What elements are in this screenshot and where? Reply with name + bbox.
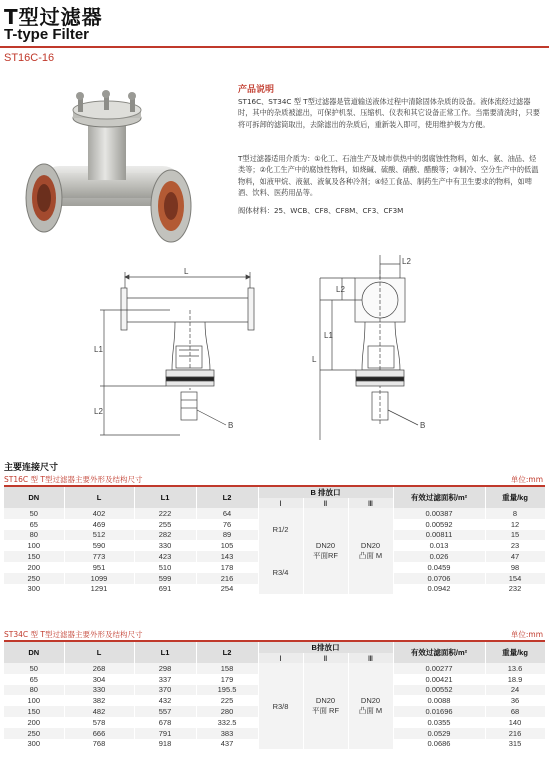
t2-cell-l2: 225 (196, 695, 258, 706)
t1-cell-l1: 510 (134, 562, 196, 573)
t2-cell-l1: 678 (134, 717, 196, 728)
table1 (4, 487, 546, 594)
label-b-side: B (420, 421, 426, 430)
t1-cell-l2: 64 (196, 508, 258, 519)
t2-cell-l: 666 (64, 728, 134, 739)
t2-cell-b2: DN20 平面 RF (303, 663, 348, 749)
t1-cell-l1: 282 (134, 530, 196, 541)
t1-cell-b1-bottom: R3/4 (258, 551, 303, 594)
t2-cell-l: 330 (64, 685, 134, 696)
t2-cell-weight: 68 (485, 706, 545, 717)
filter-product-photo (6, 88, 226, 248)
t1-cell-l2: 254 (196, 584, 258, 595)
dim-label-l: L (184, 267, 189, 276)
page-title-en: T-type Filter (4, 26, 90, 43)
t2-cell-l1: 791 (134, 728, 196, 739)
table1-caption: ST16C 型 T型过滤器主要外形及结构尺寸 (4, 475, 143, 484)
dim-label-l2: L2 (94, 407, 103, 416)
t2-header-l: L (64, 642, 134, 663)
t1-cell-l2: 143 (196, 551, 258, 562)
t1-cell-dn: 80 (4, 530, 64, 541)
t1-cell-l1: 423 (134, 551, 196, 562)
description-heading: 产品说明 (238, 85, 275, 95)
t1-cell-weight: 12 (485, 519, 545, 530)
description-para-3: 阀体材料：25、WCB、CF8、CF8M、CF3、CF3M (238, 206, 404, 215)
description-para-1: ST16C、ST34C 型 T型过滤器是管道输送液体过程中清除固体杂质的设备。液体流经过滤器时，其中的杂质被滤出，可保护机泵、压缩机、仪表和其它设备正常工作。当需要清洗时，只要将可拆卸的滤筒取出，去除滤出的杂质后，重新装入即可，使用维护极为方便。 (238, 97, 540, 129)
t1-cell-area: 0.0706 (393, 573, 485, 584)
table-row (4, 551, 545, 562)
t1-cell-area: 0.00387 (393, 508, 485, 519)
t1-cell-dn: 200 (4, 562, 64, 573)
t2-cell-weight: 24 (485, 685, 545, 696)
dim-label-l-side: L (312, 355, 317, 364)
t2-cell-l: 578 (64, 717, 134, 728)
t2-cell-dn: 80 (4, 685, 64, 696)
t1-cell-l2: 105 (196, 540, 258, 551)
t2-header-b2: Ⅱ (303, 653, 348, 663)
t1-cell-l1: 330 (134, 540, 196, 551)
t1-header-dn: DN (4, 487, 64, 508)
t2-cell-l2: 437 (196, 739, 258, 750)
t2-cell-l1: 337 (134, 674, 196, 685)
t1-cell-dn: 100 (4, 540, 64, 551)
t2-cell-l1: 918 (134, 739, 196, 750)
t1-cell-l1: 599 (134, 573, 196, 584)
t1-header-b2: Ⅱ (303, 498, 348, 508)
t2-header-area: 有效过滤面积/m² (393, 642, 485, 663)
t1-cell-l: 590 (64, 540, 134, 551)
t1-cell-b2: DN20 平面RF (303, 508, 348, 594)
t1-cell-weight: 47 (485, 551, 545, 562)
t1-cell-area: 0.013 (393, 540, 485, 551)
t2-cell-dn: 150 (4, 706, 64, 717)
t1-cell-l: 402 (64, 508, 134, 519)
t2-cell-weight: 36 (485, 695, 545, 706)
t1-header-l: L (64, 487, 134, 508)
t2-cell-l: 382 (64, 695, 134, 706)
t2-cell-area: 0.0529 (393, 728, 485, 739)
t2-cell-l1: 432 (134, 695, 196, 706)
t2-header-dn: DN (4, 642, 64, 663)
t2-cell-weight: 18.9 (485, 674, 545, 685)
t1-cell-dn: 65 (4, 519, 64, 530)
t2-header-l1: L1 (134, 642, 196, 663)
t2-cell-l2: 383 (196, 728, 258, 739)
t2-cell-l2: 195.5 (196, 685, 258, 696)
t1-cell-dn: 300 (4, 584, 64, 595)
t2-header-b3: Ⅲ (348, 653, 393, 663)
t2-cell-l2: 179 (196, 674, 258, 685)
t1-cell-l2: 89 (196, 530, 258, 541)
t2-cell-l2: 158 (196, 663, 258, 674)
t1-cell-weight: 154 (485, 573, 545, 584)
t1-header-weight: 重量/kg (485, 487, 545, 508)
t1-cell-dn: 50 (4, 508, 64, 519)
t2-cell-dn: 100 (4, 695, 64, 706)
t2-cell-weight: 216 (485, 728, 545, 739)
t2-cell-l: 768 (64, 739, 134, 750)
t2-cell-area: 0.00552 (393, 685, 485, 696)
t2-cell-area: 0.0686 (393, 739, 485, 750)
t1-header-area: 有效过滤面积/m² (393, 487, 485, 508)
t1-cell-l: 1291 (64, 584, 134, 595)
header-rule (0, 46, 549, 48)
t2-cell-l2: 332.5 (196, 717, 258, 728)
t2-cell-l: 304 (64, 674, 134, 685)
t1-cell-l1: 255 (134, 519, 196, 530)
t1-cell-area: 0.026 (393, 551, 485, 562)
table2-caption: ST34C 型 T型过滤器主要外形及结构尺寸 (4, 630, 143, 639)
t1-header-l1: L1 (134, 487, 196, 508)
t2-cell-area: 0.0355 (393, 717, 485, 728)
t1-cell-area: 0.0942 (393, 584, 485, 595)
t1-cell-weight: 23 (485, 540, 545, 551)
dim-label-l1-side: L1 (324, 331, 333, 340)
t2-cell-l1: 370 (134, 685, 196, 696)
t2-header-weight: 重量/kg (485, 642, 545, 663)
t2-cell-area: 0.0088 (393, 695, 485, 706)
model-code: ST16C-16 (4, 52, 55, 64)
table-row (4, 508, 545, 519)
t2-cell-weight: 13.6 (485, 663, 545, 674)
t1-cell-l: 469 (64, 519, 134, 530)
t1-cell-l: 1099 (64, 573, 134, 584)
table1-unit: 单位:mm (510, 475, 543, 484)
t2-cell-area: 0.00277 (393, 663, 485, 674)
t2-cell-b1: R3/8 (258, 663, 303, 749)
t2-cell-l: 268 (64, 663, 134, 674)
description-para-2: T型过滤器适用介质为：①化工、石油生产及城市供热中的弱腐蚀性物料，如水、氨、油品、烃类等；②化工生产中的腐蚀性物料，如烧碱、硫酸、硝酸、醋酸等；③制冷、空分生产中的低温物料，如液甲烷、液氨、液氧及各种冷剂；④轻工食品、制药生产中有卫生要求的物料，如啤酒、饮料、医药用品等。 (238, 154, 539, 198)
t1-cell-weight: 8 (485, 508, 545, 519)
t1-cell-area: 0.00592 (393, 519, 485, 530)
t1-cell-b1-top: R1/2 (258, 508, 303, 551)
t1-cell-l: 512 (64, 530, 134, 541)
t2-cell-area: 0.01696 (393, 706, 485, 717)
t2-cell-dn: 200 (4, 717, 64, 728)
table2-unit: 单位:mm (510, 630, 543, 639)
t2-cell-dn: 300 (4, 739, 64, 750)
dim-label-l1: L1 (94, 345, 103, 354)
t1-cell-l2: 178 (196, 562, 258, 573)
t2-header-l2: L2 (196, 642, 258, 663)
t1-header-b1: Ⅰ (258, 498, 303, 508)
dim-label-l2-side-v: L2 (336, 285, 345, 294)
t1-cell-l2: 216 (196, 573, 258, 584)
t1-cell-weight: 15 (485, 530, 545, 541)
t1-cell-b3: DN20 凸面 M (348, 508, 393, 594)
t1-header-b: B 排放口 (258, 487, 393, 498)
t2-cell-area: 0.00421 (393, 674, 485, 685)
section-title: 主要连接尺寸 (4, 463, 59, 473)
t1-cell-dn: 150 (4, 551, 64, 562)
t2-cell-l: 482 (64, 706, 134, 717)
t2-header-b: B排放口 (258, 642, 393, 653)
t2-header-b1: Ⅰ (258, 653, 303, 663)
t1-cell-dn: 250 (4, 573, 64, 584)
t2-cell-l1: 298 (134, 663, 196, 674)
table2 (4, 642, 546, 749)
t1-cell-l2: 76 (196, 519, 258, 530)
t1-cell-l: 951 (64, 562, 134, 573)
t2-cell-dn: 250 (4, 728, 64, 739)
t2-cell-dn: 50 (4, 663, 64, 674)
t1-cell-area: 0.0459 (393, 562, 485, 573)
t2-cell-l1: 557 (134, 706, 196, 717)
t1-cell-weight: 98 (485, 562, 545, 573)
t1-cell-l: 773 (64, 551, 134, 562)
table-row (4, 663, 545, 674)
t1-cell-area: 0.00811 (393, 530, 485, 541)
label-b-front: B (228, 421, 234, 430)
t2-cell-b3: DN20 凸面 M (348, 663, 393, 749)
t1-header-b3: Ⅲ (348, 498, 393, 508)
t2-cell-weight: 140 (485, 717, 545, 728)
dim-label-l2-side: L2 (402, 257, 411, 266)
t1-cell-l1: 691 (134, 584, 196, 595)
page-title-cn: T型过滤器 (4, 5, 103, 29)
t1-cell-l1: 222 (134, 508, 196, 519)
t1-header-l2: L2 (196, 487, 258, 508)
t2-cell-l2: 280 (196, 706, 258, 717)
t1-cell-weight: 232 (485, 584, 545, 595)
t2-cell-weight: 315 (485, 739, 545, 750)
dimension-drawing (80, 250, 460, 455)
t2-cell-dn: 65 (4, 674, 64, 685)
